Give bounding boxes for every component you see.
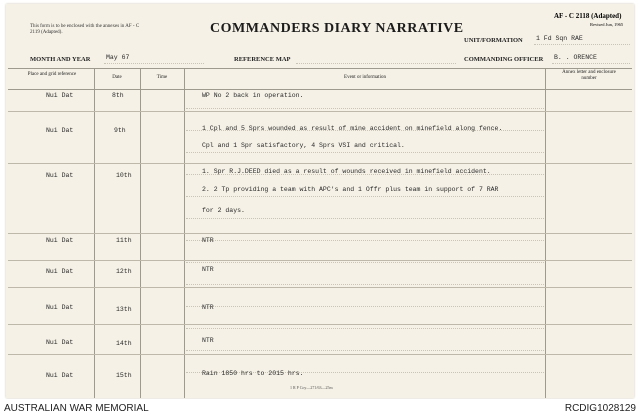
entry-place: Nui Dat: [46, 92, 74, 99]
entry-line: WP No 2 back in operation.: [202, 92, 304, 99]
commanding-officer-value: B. . ORENCE: [554, 54, 597, 61]
entry-line: 2. 2 Tp providing a team with APC's and 1 Offr plus team in support of 7 RAR: [202, 186, 499, 193]
entry-line: NTR: [202, 337, 214, 344]
reference-map-label: REFERENCE MAP: [234, 56, 291, 63]
unit-formation-label: UNIT/FORMATION: [464, 37, 523, 44]
entry-line: Cpl and 1 Spr satisfactory, 4 Sprs VSI and critical.: [202, 142, 405, 149]
entry-date: 9th: [114, 127, 126, 134]
printer-mark: 1 R P Coy—271/63—25m: [290, 385, 333, 390]
month-year-label: MONTH AND YEAR: [30, 56, 91, 63]
column-header-date: Date: [112, 75, 122, 80]
entry-line: for 2 days.: [202, 207, 245, 214]
entry-line: 1. Spr R.J.DEED died as a result of wounds received in minefield accident.: [202, 168, 491, 175]
entry-line: NTR: [202, 266, 214, 273]
entry-place: Nui Dat: [46, 304, 74, 311]
month-year-value: May 67: [106, 54, 130, 61]
entry-place: Nui Dat: [46, 372, 74, 379]
footer-institution: AUSTRALIAN WAR MEMORIAL: [4, 403, 149, 414]
entry-line: NTR: [202, 237, 214, 244]
form-number: AF - C 2118 (Adapted): [554, 12, 622, 20]
commanding-officer-label: COMMANDING OFFICER: [464, 56, 544, 63]
entry-place: Nui Dat: [46, 127, 74, 134]
entry-date: 10th: [116, 172, 132, 179]
column-header-place: Place and grid reference: [27, 72, 77, 77]
entry-place: Nui Dat: [46, 237, 74, 244]
entry-date: 12th: [116, 268, 132, 275]
column-header-event: Event or information: [344, 75, 386, 80]
entry-date: 11th: [116, 237, 132, 244]
entry-line: 1 Cpl and 5 Sprs wounded as result of mine accident on minefield along fence.: [202, 125, 503, 132]
diary-sheet: [6, 4, 634, 398]
unit-formation-value: 1 Fd Sqn RAE: [536, 35, 583, 42]
enclosure-note: This form is to be enclosed with the annexes in AF - C 2119 (Adapted).: [30, 24, 140, 35]
entry-place: Nui Dat: [46, 268, 74, 275]
column-header-time: Time: [156, 75, 168, 80]
entry-date: 8th: [112, 92, 124, 99]
footer-record-id: RCDIG1028129: [564, 403, 636, 414]
entry-date: 15th: [116, 372, 132, 379]
entry-date: 13th: [116, 306, 132, 313]
column-header-annex: Annex letter and enclosure number: [562, 70, 616, 81]
entry-place: Nui Dat: [46, 339, 74, 346]
entry-place: Nui Dat: [46, 172, 74, 179]
archive-footer: [0, 399, 640, 418]
entry-line: Rain 1850 hrs to 2015 hrs.: [202, 370, 304, 377]
entry-line: NTR: [202, 304, 214, 311]
entry-date: 14th: [116, 340, 132, 347]
page-title: COMMANDERS DIARY NARRATIVE: [210, 21, 464, 36]
revised-date: Revised Jun, 1965: [590, 22, 624, 27]
